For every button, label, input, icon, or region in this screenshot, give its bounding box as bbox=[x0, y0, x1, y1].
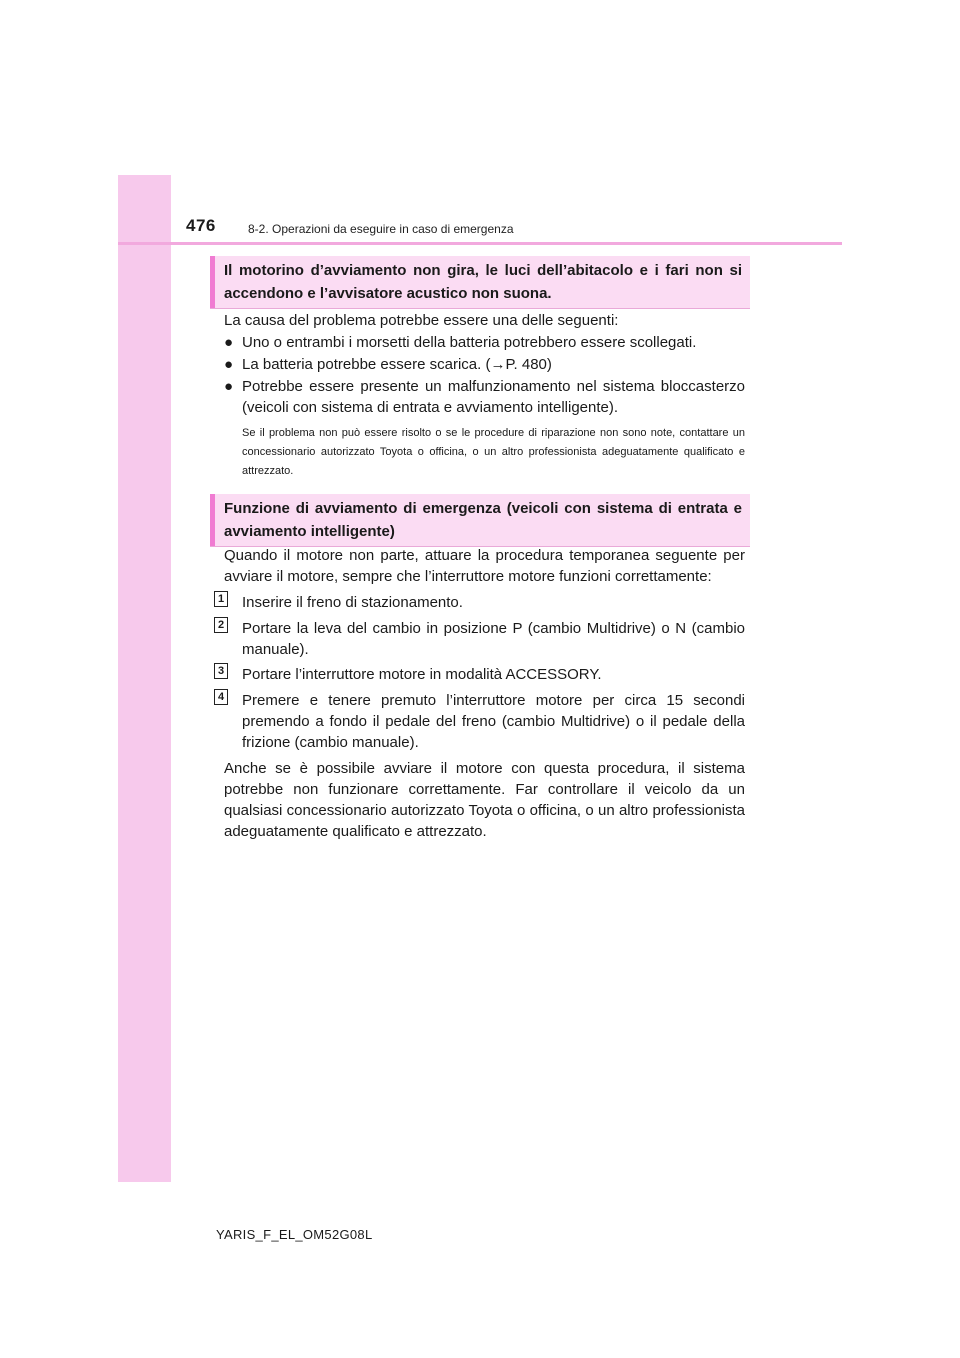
bullet-text: Uno o entrambi i morsetti della batteria potrebbero essere scollegati. bbox=[242, 334, 697, 351]
page-number: 476 bbox=[186, 216, 216, 235]
step-text: Inserire il freno di stazionamento. bbox=[242, 594, 463, 611]
document-code: YARIS_F_EL_OM52G08L bbox=[216, 1227, 373, 1242]
list-item bbox=[224, 376, 745, 418]
side-tab-bar bbox=[118, 175, 171, 1182]
list-item bbox=[224, 332, 745, 353]
bullet-text: Potrebbe essere presente un malfunzionamento nel sistema bloccasterzo (veicoli con sistema di entrata e avviamento intelligente). bbox=[242, 378, 745, 416]
section2-closing: Anche se è possibile avviare il motore con questa procedura, il sistema potrebbe non funzionare correttamente. Far controllare il veicolo da un qualsiasi concessionario autorizzato Toyota o officina, o un altro professionista adeguatamente qualificato e attrezzato. bbox=[224, 760, 745, 840]
bullet-icon: ● bbox=[224, 378, 234, 395]
section2-heading: Funzione di avviamento di emergenza (veicoli con sistema di entrata e avviamento intelligente) bbox=[210, 494, 750, 547]
step-text: Portare la leva del cambio in posizione P (cambio Multidrive) o N (cambio manuale). bbox=[242, 620, 745, 658]
step-number-badge: 4 bbox=[214, 689, 228, 705]
bullet-icon: ● bbox=[224, 334, 234, 351]
header-divider bbox=[118, 242, 842, 245]
step-number-badge: 1 bbox=[214, 591, 228, 607]
section-title: 8-2. Operazioni da eseguire in caso di emergenza bbox=[248, 222, 514, 236]
bullet-icon: ● bbox=[224, 356, 234, 373]
section1-intro: La causa del problema potrebbe essere una delle seguenti: bbox=[224, 312, 619, 329]
step-text: Premere e tenere premuto l’interruttore motore per circa 15 secondi premendo a fondo il pedale del freno (cambio Multidrive) o il pedale della frizione (cambio manuale). bbox=[242, 692, 745, 751]
section1-note: Se il problema non può essere risolto o se le procedure di riparazione non sono note, contattare un concessionario autorizzato Toyota o officina, o un altro professionista adeguatamente qualificato e attrezzato. bbox=[242, 427, 745, 477]
list-item bbox=[224, 354, 745, 375]
bullet-text: La batteria potrebbe essere scarica. (→P. 480) bbox=[242, 356, 552, 373]
step-number-badge: 3 bbox=[214, 663, 228, 679]
section1-heading: Il motorino d’avviamento non gira, le luci dell’abitacolo e i fari non si accendono e l’avvisatore acustico non suona. bbox=[210, 256, 750, 309]
step-number-badge: 2 bbox=[214, 617, 228, 633]
section2-intro: Quando il motore non parte, attuare la procedura temporanea seguente per avviare il motore, sempre che l’interruttore motore funzioni correttamente: bbox=[224, 547, 745, 585]
step-text: Portare l’interruttore motore in modalità ACCESSORY. bbox=[242, 666, 602, 683]
